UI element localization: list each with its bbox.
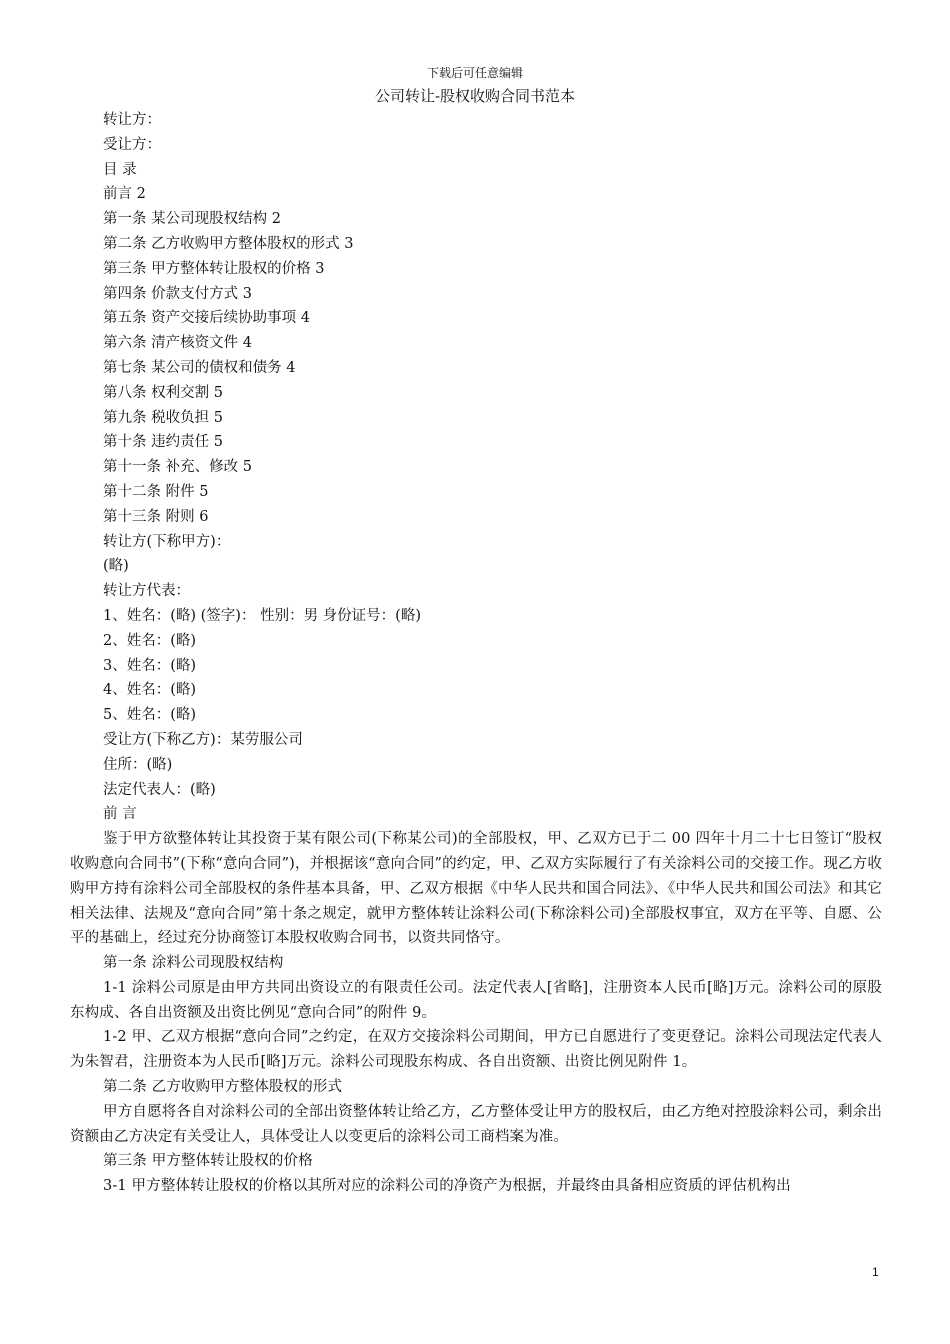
party-a-name: (略) — [103, 558, 129, 575]
page-number: 1 — [872, 1265, 879, 1279]
toc-item: 第五条 资产交接后续协助事项 4 — [103, 310, 310, 327]
toc-heading: 目 录 — [103, 161, 137, 178]
clause-paragraph: 3-1 甲方整体转让股权的价格以其所对应的涂料公司的净资产为根据，并最终由具备相应资质的评估机构出 — [103, 1178, 791, 1195]
document-title: 公司转让-股权收购合同书范本 — [374, 87, 576, 105]
toc-item: 第二条 乙方收购甲方整体股权的形式 3 — [103, 235, 354, 252]
article-heading: 第三条 甲方整体转让股权的价格 — [103, 1153, 313, 1170]
party-a-label: 转让方(下称甲方)： — [103, 533, 231, 550]
party-a-representatives-label: 转让方代表： — [103, 583, 190, 600]
toc-item: 第九条 税收负担 5 — [103, 409, 223, 426]
toc-item: 前言 2 — [103, 186, 146, 203]
party-b-label: 受让方(下称乙方)：某劳服公司 — [103, 731, 303, 748]
party-b-address: 住所：(略) — [103, 756, 173, 773]
clause-paragraph: 1-1 涂料公司原是由甲方共同出资设立的有限责任公司。法定代表人[省略]，注册资本人民币[略]万元。涂料公司的原股东构成、各自出资额及出资比例见“意向合同”的附件 9。 — [70, 979, 882, 1021]
clause-paragraph: 甲方自愿将各自对涂料公司的全部出资整体转让给乙方，乙方整体受让甲方的股权后，由乙方绝对控股涂料公司，剩余出资额由乙方决定有关受让人，具体受让人以变更后的涂料公司工商档案为准。 — [70, 1103, 882, 1145]
toc-item: 第十二条 附件 5 — [103, 483, 209, 500]
toc-item: 第一条 某公司现股权结构 2 — [103, 211, 281, 228]
preface-paragraph: 鉴于甲方欲整体转让其投资于某有限公司(下称某公司)的全部股权，甲、乙双方已于二 00 四年十月二十七日签订“股权收购意向合同书”(下称“意向合同”)，并根据该“意向合同”的约定，甲、乙双方实际履行了有关涂料公司的交接工作。现乙方收购甲方持有涂料公司全部股权的条件基本具备，甲、乙双方根据《中华人民共和国合同法》、《中华人民共和国公司法》和其它相关法律、法规及“意向合同”第十条之规定，就甲方整体转让涂料公司(下称涂料公司)全部股权事宜，双方在平等、自愿、公平的基础上，经过充分协商签订本股权收购合同书，以资共同恪守。 — [70, 831, 882, 947]
article-heading: 第一条 涂料公司现股权结构 — [103, 955, 284, 972]
toc-item: 第十一条 补充、修改 5 — [103, 459, 252, 476]
toc-item: 第七条 某公司的债权和债务 4 — [103, 359, 296, 376]
toc-item: 第六条 清产核资文件 4 — [103, 335, 252, 352]
toc-item: 第四条 价款支付方式 3 — [103, 285, 252, 302]
toc-item: 第三条 甲方整体转让股权的价格 3 — [103, 260, 325, 277]
representative-line: 1、姓名：(略) (签字)： 性别：男 身份证号：(略) — [103, 607, 421, 624]
transferee-line: 受让方： — [103, 136, 161, 153]
representative-line: 5、姓名：(略) — [103, 707, 197, 724]
header-note: 下载后可任意编辑 — [426, 66, 523, 80]
preface-heading: 前 言 — [103, 806, 137, 823]
representative-line: 4、姓名：(略) — [103, 682, 197, 699]
representative-line: 2、姓名：(略) — [103, 632, 197, 649]
toc-item: 第十条 违约责任 5 — [103, 434, 223, 451]
toc-item: 第十三条 附则 6 — [103, 508, 209, 525]
representative-line: 3、姓名：(略) — [103, 657, 197, 674]
transferor-line: 转让方： — [103, 112, 161, 128]
toc-item: 第八条 权利交割 5 — [103, 384, 223, 401]
clause-paragraph: 1-2 甲、乙双方根据“意向合同”之约定，在双方交接涂料公司期间，甲方已自愿进行了变更登记。涂料公司现法定代表人为朱智君，注册资本为人民币[略]万元。涂料公司现股东构成、各自出资额、出资比例见附件 1。 — [70, 1029, 882, 1071]
document-body — [70, 108, 882, 1199]
article-heading: 第二条 乙方收购甲方整体股权的形式 — [103, 1079, 343, 1096]
party-b-legal-rep: 法定代表人：(略) — [103, 781, 216, 798]
